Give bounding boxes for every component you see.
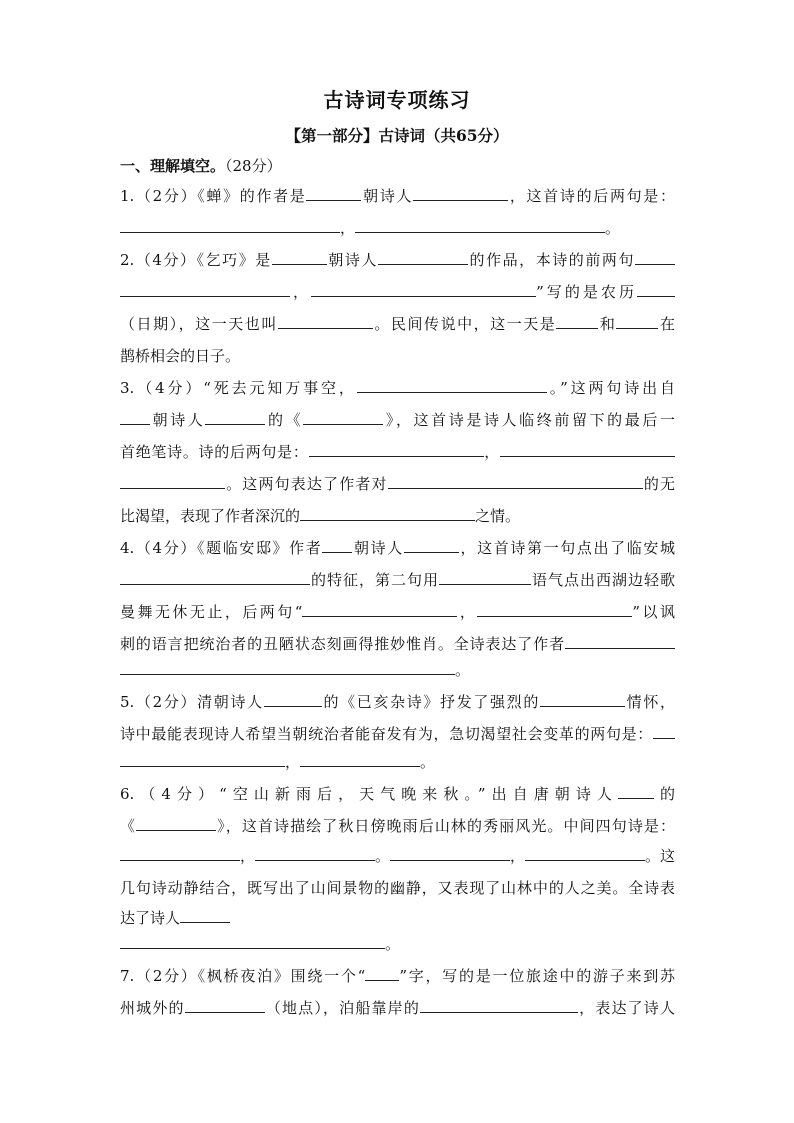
answer-blank[interactable]: [120, 846, 240, 861]
answer-blank[interactable]: [120, 282, 290, 297]
answer-blank[interactable]: [306, 186, 361, 201]
answer-blank[interactable]: [556, 314, 598, 329]
answer-blank[interactable]: [413, 186, 508, 201]
question-2-line-1: 2.（4分）《乞巧》是 朝诗人 的作品，本诗的前两句: [120, 250, 675, 270]
question-3-line-1: 3.（4分）“死去元知万事空， 。”这两句诗出自: [120, 379, 675, 397]
section-label: 一、理解填空。: [120, 157, 226, 175]
question-3-line-3: 首绝笔诗。诗的后两句是： ，: [120, 442, 675, 462]
question-4-line-2: 的特征，第二句用 语气点出西湖边轻歌: [120, 570, 675, 590]
answer-blank[interactable]: [120, 410, 150, 425]
answer-blank[interactable]: [309, 442, 484, 457]
answer-blank[interactable]: [300, 506, 475, 521]
answer-blank[interactable]: [185, 998, 265, 1013]
answer-blank[interactable]: [302, 602, 457, 617]
question-5-line-3: ， 。: [120, 752, 675, 772]
question-3-line-5: 比渴望，表现了作者深沉的 之情。: [120, 507, 521, 525]
question-2-line-3: （日期），这一天也叫 。民间传说中，这一天是 和 在: [120, 315, 675, 333]
answer-blank[interactable]: [439, 570, 531, 585]
answer-blank[interactable]: [525, 846, 645, 861]
answer-blank[interactable]: [540, 692, 625, 707]
answer-blank[interactable]: [365, 966, 399, 981]
answer-blank[interactable]: [180, 908, 230, 923]
question-6-line-4: 几句诗动静结合，既写出了山间景物的幽静，又表现了山林中的人之美。全诗表: [120, 879, 675, 897]
question-2-line-2: ， ”写的是农历: [120, 282, 675, 302]
answer-blank[interactable]: [120, 474, 225, 489]
section-heading: [120, 155, 282, 176]
answer-blank[interactable]: [120, 218, 340, 233]
question-3-line-4: 。这两句表达了作者对 的无: [120, 474, 675, 494]
answer-blank[interactable]: [255, 846, 375, 861]
answer-blank[interactable]: [120, 660, 455, 675]
answer-blank[interactable]: [303, 410, 383, 425]
answer-blank[interactable]: [311, 282, 536, 297]
answer-blank[interactable]: [616, 314, 658, 329]
section-score: （28分）: [225, 157, 282, 175]
answer-blank[interactable]: [500, 442, 675, 457]
answer-blank[interactable]: [618, 784, 654, 799]
answer-blank[interactable]: [355, 218, 605, 233]
answer-blank[interactable]: [357, 378, 547, 393]
question-6-line-3: ， 。 ， 。这: [120, 846, 675, 866]
question-4-line-3: 曼舞无休无止，后两句“ ， ”以讽: [120, 603, 675, 621]
answer-blank[interactable]: [388, 474, 643, 489]
answer-blank[interactable]: [378, 250, 468, 265]
question-1-line-1: 1.（2分）《蝉》的作者是 朝诗人 ，这首诗的后两句是：: [120, 187, 675, 205]
question-7-line-2: 州城外的 （地点），泊船靠岸的 ，表达了诗人: [120, 999, 675, 1017]
answer-blank[interactable]: [120, 570, 310, 585]
answer-blank[interactable]: [278, 314, 373, 329]
answer-blank[interactable]: [322, 538, 352, 553]
part-heading: 【第一部分】古诗词（共65分）: [285, 126, 509, 145]
answer-blank[interactable]: [120, 934, 385, 949]
answer-blank[interactable]: [477, 602, 632, 617]
question-2-line-4: 鹊桥相会的日子。: [120, 347, 241, 365]
question-6-line-6: 。: [120, 934, 675, 954]
worksheet-title: 古诗词专项练习: [323, 88, 471, 112]
answer-blank[interactable]: [420, 998, 578, 1013]
answer-blank[interactable]: [404, 538, 459, 553]
question-4-line-5: 。: [120, 660, 675, 680]
question-7-line-1: 7.（2分）《枫桥夜泊》围绕一个“ ”字，写的是一位旅途中的游子来到苏: [120, 967, 676, 985]
question-4-line-4: 刺的语言把统治者的丑陋状态刻画得推妙惟肖。全诗表达了作者: [120, 634, 675, 654]
answer-blank[interactable]: [637, 282, 675, 297]
question-1-line-2: ， 。: [120, 218, 675, 238]
answer-blank[interactable]: [390, 846, 510, 861]
question-6-line-1: 6.（4分）“空山新雨后，天气晚来秋。”出自唐朝诗人 的: [120, 785, 675, 803]
question-5-line-2: 诗中最能表现诗人希望当朝统治者能奋发有为，急切渴望社会变革的两句是：: [120, 724, 675, 744]
answer-blank[interactable]: [565, 634, 675, 649]
answer-blank[interactable]: [264, 692, 322, 707]
question-4-line-1: 4.（4分）《题临安邸》作者 朝诗人 ，这首诗第一句点出了临安城: [120, 539, 675, 557]
answer-blank[interactable]: [136, 816, 216, 831]
answer-blank[interactable]: [300, 752, 420, 767]
question-6-line-5: 达了诗人: [120, 908, 675, 928]
answer-blank[interactable]: [635, 250, 675, 265]
question-5-line-1: 5.（2分）清朝诗人 的《已亥杂诗》抒发了强烈的 情怀，: [120, 693, 675, 711]
answer-blank[interactable]: [653, 724, 675, 739]
question-3-line-2: 朝诗人 的《 》，这首诗是诗人临终前留下的最后一: [120, 410, 675, 430]
answer-blank[interactable]: [120, 752, 285, 767]
answer-blank[interactable]: [272, 250, 327, 265]
question-6-line-2: 《 》，这首诗描绘了秋日傍晚雨后山林的秀丽风光。中间四句诗是：: [120, 817, 675, 835]
answer-blank[interactable]: [205, 410, 265, 425]
